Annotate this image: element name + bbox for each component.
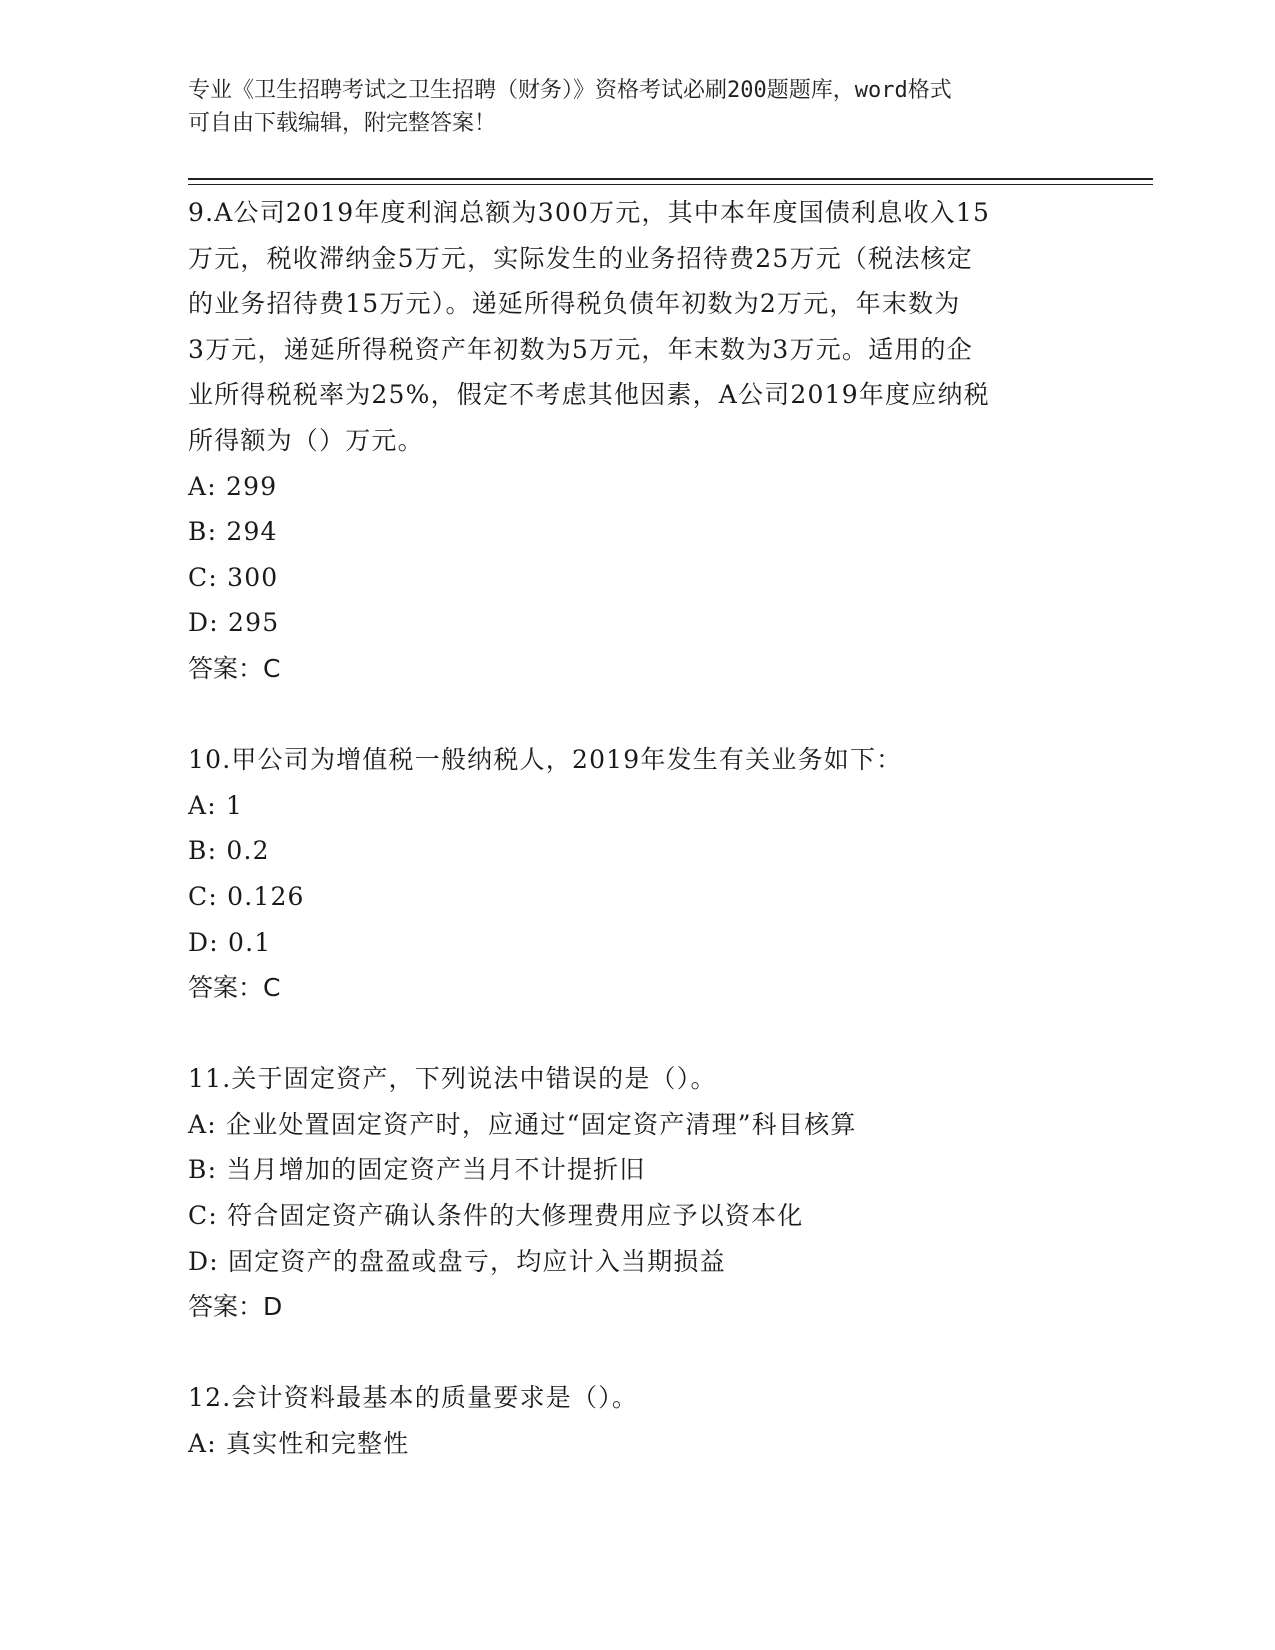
question-stem-line: 10.甲公司为增值税一般纳税人，2019年发生有关业务如下：: [188, 745, 903, 775]
question-stem-line: 9.A公司2019年度利润总额为300万元，其中本年度国债利息收入15: [188, 198, 991, 227]
question-10: [188, 737, 1148, 1011]
question-stem-line: 的业务招待费15万元）。递延所得税负债年初数为2万元，年末数为: [188, 289, 961, 319]
question-stem-line: 11.关于固定资产，下列说法中错误的是（）。: [188, 1064, 717, 1094]
option-b: B: 当月增加的固定资产当月不计提折旧: [188, 1155, 646, 1185]
header-rule-thick: [188, 178, 1153, 180]
spacer: [188, 1330, 1148, 1376]
option-d: D: 固定资产的盘盈或盘亏，均应计入当期损益: [188, 1246, 726, 1276]
answer: 答案：C: [188, 973, 281, 1003]
question-12: [188, 1375, 1148, 1466]
answer: 答案：D: [188, 1292, 283, 1322]
header-line-2: 可自由下载编辑，附完整答案！: [188, 111, 497, 136]
option-c: C: 300: [188, 562, 279, 592]
option-a: A: 1: [188, 790, 244, 820]
question-stem-line: 3万元，递延所得税资产年初数为5万元，年末数为3万元。适用的企: [188, 334, 973, 364]
question-9: [188, 190, 1148, 692]
answer: 答案：C: [188, 653, 281, 683]
question-stem-line: 万元，税收滞纳金5万元，实际发生的业务招待费25万元（税法核定: [188, 243, 973, 273]
option-a: A: 299: [188, 471, 278, 501]
option-b: B: 294: [188, 517, 278, 547]
option-a: A: 企业处置固定资产时，应通过“固定资产清理”科目核算: [188, 1109, 857, 1139]
question-stem-line: 业所得税税率为25%，假定不考虑其他因素，A公司2019年度应纳税: [188, 380, 990, 410]
spacer: [188, 692, 1148, 738]
option-a: A: 真实性和完整性: [188, 1429, 410, 1459]
document-header: [188, 74, 1088, 140]
option-d: D: 0.1: [188, 927, 272, 957]
option-d: D: 295: [188, 608, 280, 638]
header-line-1: 专业《卫生招聘考试之卫生招聘（财务）》资格考试必刷200题题库，word格式: [188, 78, 952, 103]
option-c: C: 0.126: [188, 881, 305, 911]
option-c: C: 符合固定资产确认条件的大修理费用应予以资本化: [188, 1201, 804, 1231]
question-11: [188, 1056, 1148, 1330]
question-stem-line: 所得额为（）万元。: [188, 425, 424, 455]
spacer: [188, 1011, 1148, 1057]
question-stem-line: 12.会计资料最基本的质量要求是（）。: [188, 1383, 639, 1413]
header-rule-thin: [188, 184, 1153, 185]
option-b: B: 0.2: [188, 836, 270, 866]
question-list: [188, 190, 1148, 1467]
